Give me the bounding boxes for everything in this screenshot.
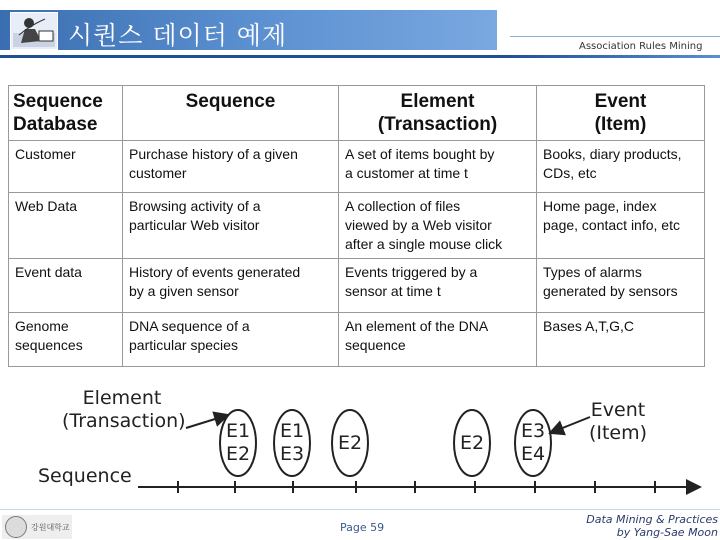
header-sequence: Sequence [123, 86, 339, 141]
table-cell: An element of the DNA sequence [339, 313, 537, 367]
table-cell: Types of alarms generated by sensors [537, 259, 705, 313]
table-header-row [9, 86, 705, 141]
footer-credits [586, 513, 718, 539]
table-cell: A set of items bought by a customer at time t [339, 141, 537, 193]
table-row [9, 259, 705, 313]
credit-author: by Yang-Sae Moon [616, 526, 718, 539]
seal-icon [5, 516, 27, 538]
table-cell: Events triggered by a sensor at time t [339, 259, 537, 313]
header-sequence-database: Sequence Database [9, 86, 123, 141]
node-label: E2 [459, 432, 485, 454]
logo-text: 강원대학교 [31, 522, 70, 532]
credit-course: Data Mining & Practices [586, 513, 718, 526]
header-rule [0, 55, 720, 58]
table-cell: Event data [9, 259, 123, 313]
table-row [9, 313, 705, 367]
node-label: E1 E3 [279, 420, 305, 465]
table-cell: A collection of files viewed by a Web visitor after a single mouse click [339, 193, 537, 259]
sequence-table [8, 85, 705, 367]
header-subtitle: Association Rules Mining [579, 41, 703, 52]
table-row [9, 141, 705, 193]
table-cell: Purchase history of a given customer [123, 141, 339, 193]
footer-divider [0, 509, 720, 510]
table-cell: Genome sequences [9, 313, 123, 367]
table-cell: Home page, index page, contact info, etc [537, 193, 705, 259]
header-event: Event (Item) [537, 86, 705, 141]
header-divider [510, 36, 720, 37]
header-element: Element (Transaction) [339, 86, 537, 141]
table-cell: DNA sequence of a particular species [123, 313, 339, 367]
university-logo [2, 515, 72, 539]
table-cell: History of events generated by a given sensor [123, 259, 339, 313]
element-transaction-label: Element (Transaction) [62, 387, 186, 432]
page-number: Page 59 [340, 521, 385, 534]
table-cell: Browsing activity of a particular Web visitor [123, 193, 339, 259]
table-row [9, 193, 705, 259]
table-cell: Bases A,T,G,C [537, 313, 705, 367]
table-cell: Customer [9, 141, 123, 193]
event-item-label: Event (Item) [588, 399, 648, 444]
sequence-label: Sequence [38, 465, 132, 487]
table-cell: Web Data [9, 193, 123, 259]
node-label: E1 E2 [225, 420, 251, 465]
page-title: 시퀀스 데이터 예제 [68, 21, 288, 50]
table-cell: Books, diary products, CDs, etc [537, 141, 705, 193]
presenter-icon [10, 12, 58, 50]
node-label: E3 E4 [520, 420, 546, 465]
node-label: E2 [337, 432, 363, 454]
